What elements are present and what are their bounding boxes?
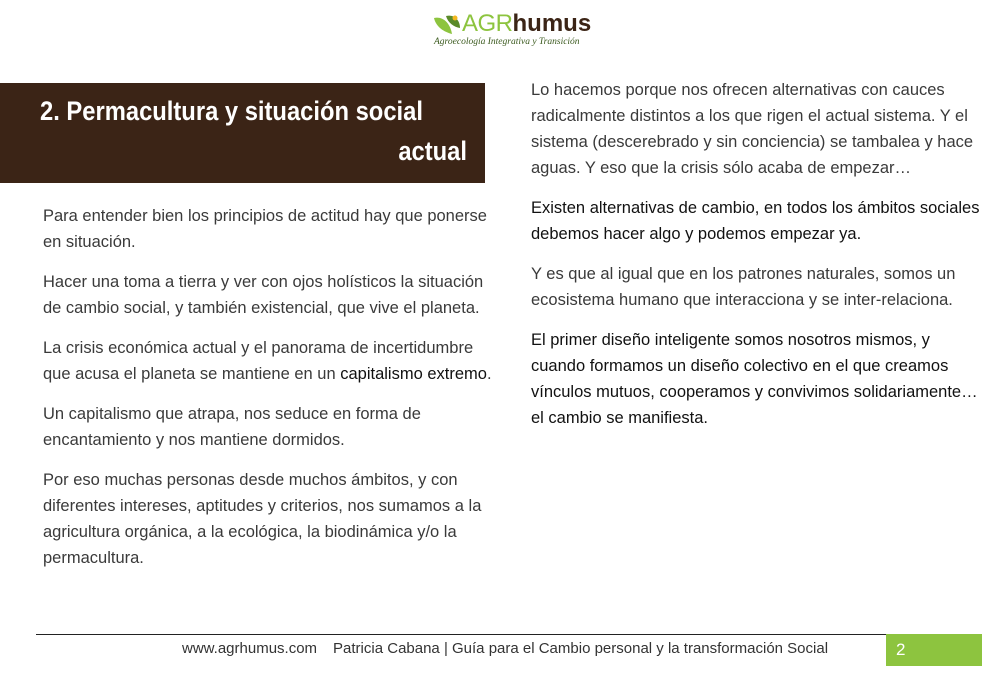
section-title-line1: 2. Permacultura y situación social <box>40 96 423 126</box>
footer-caption: Patricia Cabana | Guía para el Cambio personal y la transformación Social <box>333 640 829 657</box>
left-column <box>43 203 493 585</box>
paragraph: Un capitalismo que atrapa, nos seduce en forma de encantamiento y nos mantiene dormidos. <box>43 405 421 449</box>
logo-agr-text: AGR <box>462 10 513 37</box>
paragraph: Para entender bien los principios de actitud hay que ponerse en situación. <box>43 207 487 251</box>
logo-humus-text: humus <box>512 10 592 37</box>
paragraph-text: . <box>486 365 492 383</box>
page-number: 2 <box>886 634 982 666</box>
paragraph: Hacer una toma a tierra y ver con ojos holísticos la situación de cambio social, y también existencial, que vive el planeta. <box>43 273 484 317</box>
emphasis-paragraph: El primer diseño inteligente somos nosotros mismos, y cuando formamos un diseño colectivo en el que creamos vínculos mutuos, cooperamos y convivimos solidariamente… el cambio se manifiesta. <box>531 331 978 427</box>
paragraph: Lo hacemos porque nos ofrecen alternativas con cauces radicalmente distintos a los que rigen el actual sistema. Y el sistema (descerebrado y sin conciencia) se tambalea y hace aguas. Y eso que la crisis sólo acaba de empezar… <box>531 81 974 177</box>
paragraph: Por eso muchas personas desde muchos ámbitos, y con diferentes intereses, aptitudes y criterios, nos sumamos a la agricultura orgánica, a la ecológica, la biodinámica y/o la permacultura. <box>43 471 482 567</box>
paragraph-text: La crisis económica actual y el panorama de incertidumbre que acusa el planeta se mantiene en un <box>43 339 474 383</box>
highlight-capitalismo-extremo: capitalismo extremo <box>340 365 487 383</box>
section-title-box <box>0 83 485 183</box>
paragraph <box>43 335 493 387</box>
emphasis-paragraph: Existen alternativas de cambio, en todos los ámbitos sociales debemos hacer algo y podemos empezar ya. <box>531 199 980 243</box>
footer-divider <box>36 634 886 635</box>
leaf-logo-icon <box>432 14 462 36</box>
footer <box>182 640 828 657</box>
section-title-line2: actual <box>398 136 467 166</box>
agrhumus-logo <box>432 10 592 52</box>
right-column <box>531 77 981 445</box>
logo-tagline: Agroecología Integrativa y Transición <box>434 37 580 47</box>
paragraph: Y es que al igual que en los patrones naturales, somos un ecosistema humano que interacciona y se inter-relaciona. <box>531 265 956 309</box>
footer-url: www.agrhumus.com <box>182 640 318 657</box>
